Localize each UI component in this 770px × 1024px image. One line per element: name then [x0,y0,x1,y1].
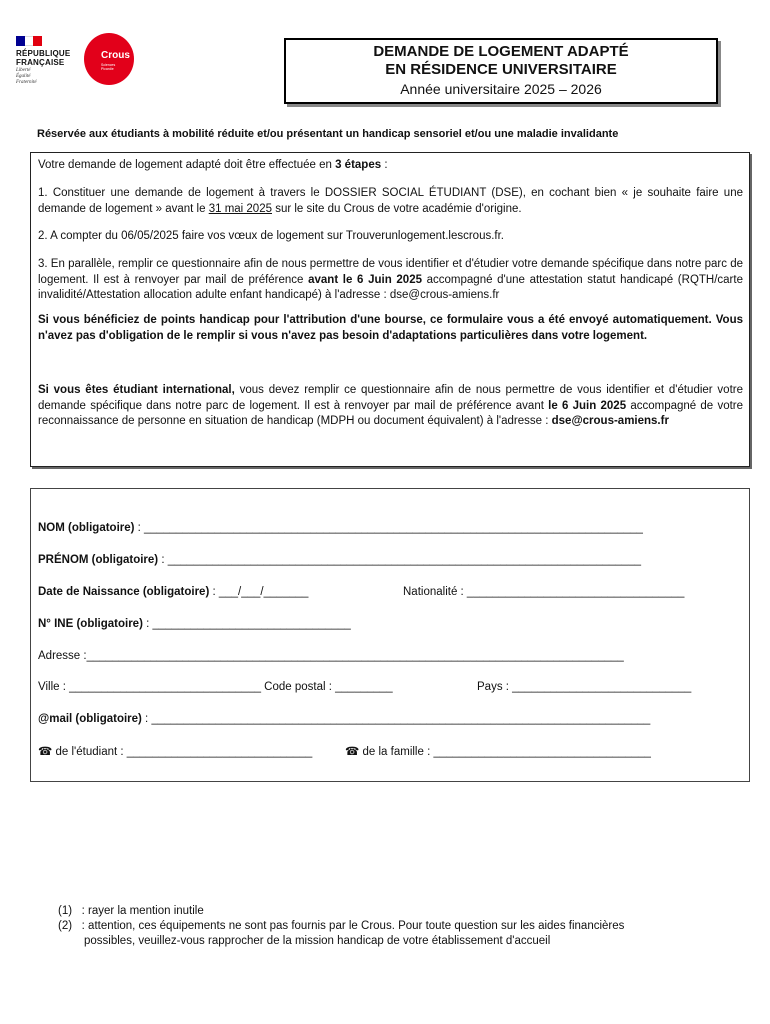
republique-motto: Liberté Égalité Fraternité [16,68,37,85]
step-2: 2. A compter du 06/05/2025 faire vos vœux de logement sur Trouverunlogement.lescrous.fr. [38,230,505,242]
student-phone-field[interactable]: ☎ de l'étudiant : _____________________________ [38,746,313,758]
republique-francaise-logo: RÉPUBLIQUE FRANÇAISE [16,49,71,67]
footnote-2-continued: possibles, veuillez-vous rapprocher de la mission handicap de votre établissement d'accueil [84,935,551,947]
city-postal-field[interactable]: Ville : ______________________________ Code postal : _________ [38,681,393,693]
instructions-box [30,152,750,467]
step-1: 1. Constituer une demande de logement à travers le DOSSIER SOCIAL ÉTUDIANT (DSE), en cochant bien « je souhaite faire une demande de logement » avant le 31 mai 2025 sur le site du Crous de votre académie d'origine. [38,187,743,215]
international-note: Si vous êtes étudiant international, vous devez remplir ce questionnaire afin de nous permettre de vous identifier et d'étudier votre demande spécifique dans notre parc de logement. Il est à renvoyer par mail de préférence avant le 6 Juin 2025 accompagné de votre reconnaissance de personne en situation de handicap (MDPH ou document équivalent) à l'adresse : dse@crous-amiens.fr [38,384,744,427]
title-line-1: DEMANDE DE LOGEMENT ADAPTÉ [373,43,629,60]
academic-year: Année universitaire 2025 – 2026 [400,81,602,97]
birthdate-field[interactable]: Date de Naissance (obligatoire) : ___/___/_______ [38,586,309,598]
applicant-form [30,488,750,782]
prenom-field[interactable]: PRÉNOM (obligatoire) : __________________________________________________________________________ [38,554,641,566]
nationality-field[interactable]: Nationalité : __________________________________ [403,586,685,598]
ine-field[interactable]: N° INE (obligatoire) : _______________________________ [38,618,351,630]
french-flag-logo [16,36,42,46]
step-3: 3. En parallèle, remplir ce questionnaire afin de nous permettre de vous identifier et d'étudier votre demande spécifique dans notre parc de logement. Il est à renvoyer par mail de préférence avant le 6 Juin 2025 accompagné d'une attestation statut handicapé (RQTH/carte invalidité/Attestation allocation adulte enfant handicapé) à l'adresse : dse@crous-amiens.fr [38,258,743,301]
address-field[interactable]: Adresse :____________________________________________________________________________________ [38,650,624,662]
document-title-box [284,38,718,104]
crous-logo: Crous Sciences Picardie [84,33,134,85]
footnote-1: (1) : rayer la mention inutile [58,905,204,917]
eligibility-statement: Réservée aux étudiants à mobilité réduite et/ou présentant un handicap sensoriel et/ou une maladie invalidante [37,128,619,140]
title-line-2: EN RÉSIDENCE UNIVERSITAIRE [385,61,617,78]
intro-text: Votre demande de logement adapté doit être effectuée en 3 étapes : [38,159,388,171]
footnote-2: (2) : attention, ces équipements ne sont pas fournis par le Crous. Pour toute question sur les aides financières [58,920,625,932]
nom-field[interactable]: NOM (obligatoire) : ______________________________________________________________________________ [38,522,643,534]
email-field[interactable]: @mail (obligatoire) : ______________________________________________________________________________ [38,713,651,725]
bourse-note: Si vous bénéficiez de points handicap pour l'attribution d'une bourse, ce formulaire vous a été envoyé automatiquement. Vous n'avez pas d'obligation de le remplir si vous n'avez pas besoin d'adaptations particulières dans votre logement. [38,314,743,342]
family-phone-field[interactable]: ☎ de la famille : __________________________________ [345,746,651,758]
country-field[interactable]: Pays : ____________________________ [477,681,692,693]
